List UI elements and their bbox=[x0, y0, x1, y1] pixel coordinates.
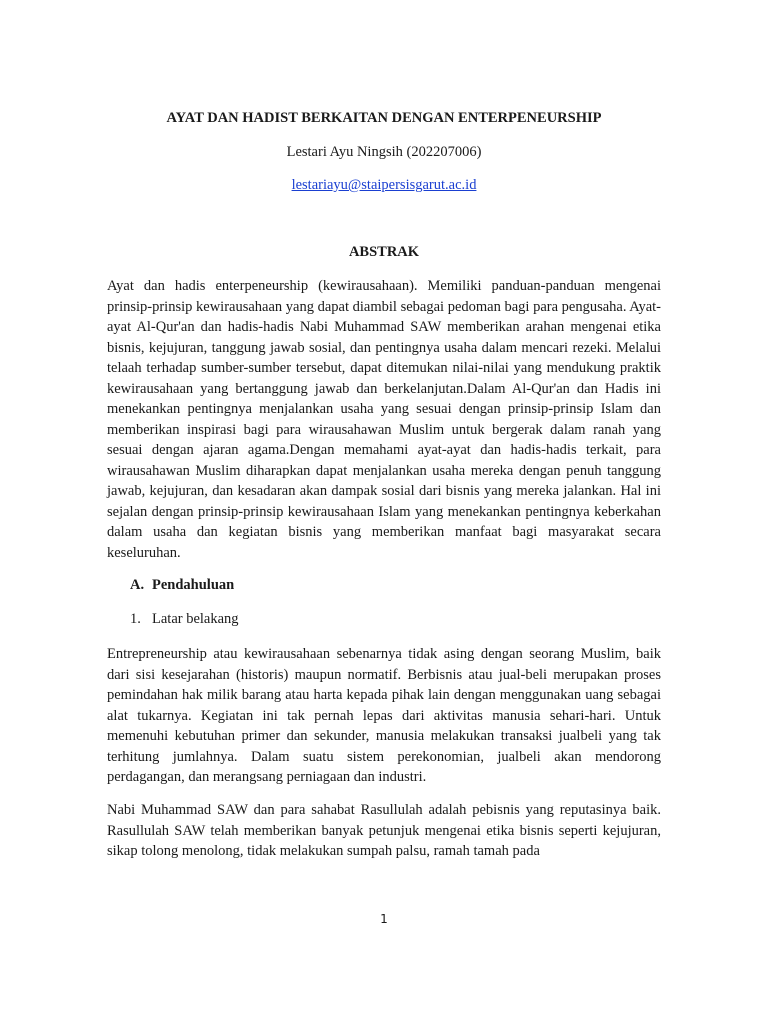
page-number: 1 bbox=[380, 912, 388, 926]
section-marker: A. bbox=[130, 577, 145, 593]
subsection-label: Latar belakang bbox=[152, 611, 239, 627]
subsection-marker: 1. bbox=[130, 611, 141, 627]
author-email bbox=[0, 177, 768, 194]
abstract-heading: ABSTRAK bbox=[348, 244, 420, 260]
subsection-heading-latar-belakang bbox=[130, 611, 239, 628]
section-heading-pendahuluan bbox=[130, 577, 234, 594]
body-paragraph: Entrepreneurship atau kewirausahaan sebenarnya tidak asing dengan seorang Muslim, baik dari sisi kesejarahan (historis) maupun normatif. Berbisnis atau jual-beli merupakan proses pemindahan hak milik barang atau harta kepada pihak lain dengan menggunakan uang sebagai alat tukarnya. Kegiatan ini tak pernah lepas dari aktivitas manusia sehari-hari. Untuk memenuhi kebutuhan primer dan sekunder, manusia melakukan transaksi jualbeli yang tak terhitung jumlahnya. Dalam suatu sistem perekonomian, jualbeli akan mendorong perdagangan, dan merangsang perniagaan dan industri. bbox=[107, 646, 661, 785]
body-paragraph: Nabi Muhammad SAW dan para sahabat Rasullulah adalah pebisnis yang reputasinya baik. Rasullulah SAW telah memberikan banyak petunjuk mengenai etika bisnis seperti kejujuran, sikap tolong menolong, tidak melakukan sumpah palsu, ramah tamah pada bbox=[107, 802, 661, 859]
document-title: AYAT DAN HADIST BERKAITAN DENGAN ENTERPENEURSHIP bbox=[166, 110, 602, 126]
email-link[interactable]: lestariayu@staipersisgarut.ac.id bbox=[291, 177, 477, 193]
section-label: Pendahuluan bbox=[152, 577, 235, 593]
author-line: Lestari Ayu Ningsih (202207006) bbox=[286, 144, 482, 160]
abstract-paragraph: Ayat dan hadis enterpeneurship (kewirausahaan). Memiliki panduan-panduan mengenai prinsip-prinsip kewirausahaan yang dapat diambil sebagai pedoman bagi para pengusaha. Ayat-ayat Al-Qur'an dan hadis-hadis Nabi Muhammad SAW memberikan arahan mengenai etika bisnis, kejujuran, tanggung jawab sosial, dan pentingnya usaha dalam mencari rezeki. Melalui telaah terhadap sumber-sumber tersebut, dapat ditemukan nilai-nilai yang mendukung praktik kewirausahaan yang bertanggung jawab dan berkelanjutan.Dalam Al-Qur'an dan Hadis ini menekankan pentingnya menjalankan usaha yang sesuai dengan prinsip-prinsip Islam dan memberikan inspirasi bagi para wirausahawan Muslim untuk bergerak dalam ranah yang sesuai dengan ajaran agama.Dengan memahami ayat-ayat dan hadis-hadis terkait, para wirausahawan Muslim diharapkan dapat menjalankan usaha mereka dengan penuh tanggung jawab, kejujuran, dan kesadaran akan dampak sosial dari bisnis yang mereka jalankan. Hal ini sejalan dengan prinsip-prinsip kewirausahaan Islam yang menekankan pentingnya keberkahan dalam usaha dan kegiatan bisnis yang memberikan manfaat bagi masyarakat secara keseluruhan. bbox=[107, 278, 661, 561]
